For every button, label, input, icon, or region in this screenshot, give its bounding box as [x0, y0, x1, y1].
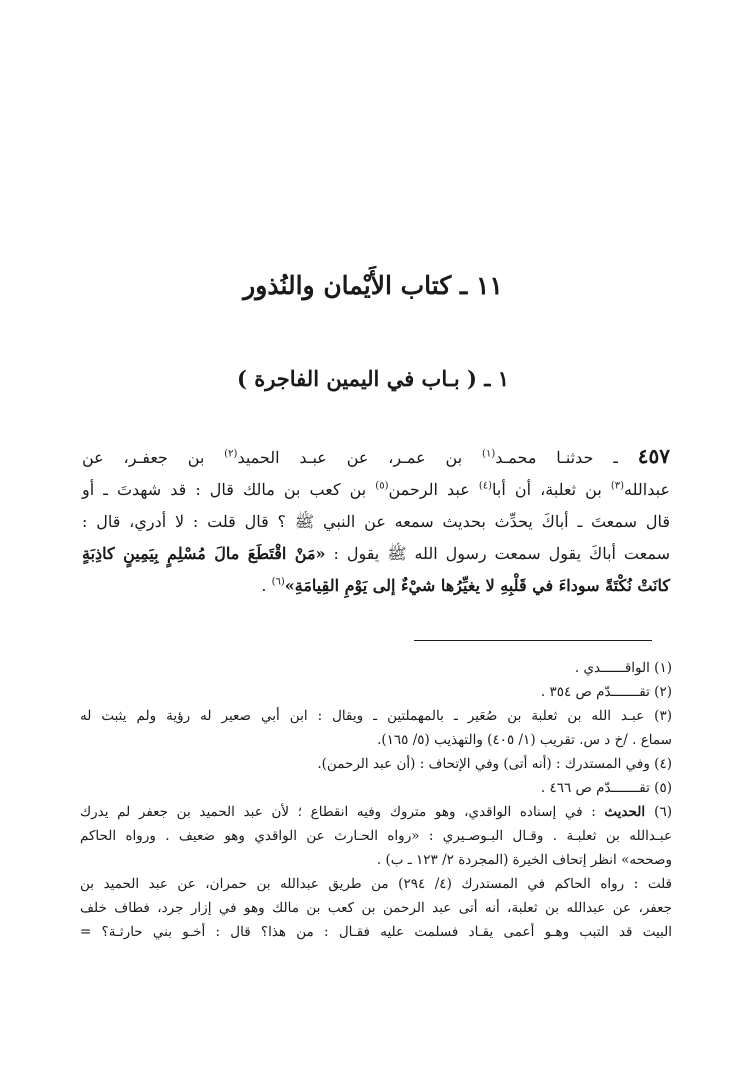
footnote-ref-4[interactable]: (٤)	[478, 480, 493, 492]
hadith-line-5: كانَتْ نُكْتَةً سوداءَ في قَلْبِهِ لا يغيِّرُها شيْءٌ إلى يَوْمِ القِيامَةِ»$^{(٦)}$ .	[261, 576, 670, 595]
footnote-1: (١) الواقــــــدي .	[574, 660, 672, 676]
hadith-text	[82, 440, 670, 602]
editor-note-line-3: البيت قد التبب وهـو أعمى يقـاد فسلمت عليه فقـال : من هذا؟ قال : أخـو بني حارثـة؟ =	[80, 924, 672, 940]
footnote-ref-2[interactable]: (٢)	[224, 448, 238, 460]
footnote-ref-1[interactable]: (١)	[482, 448, 496, 460]
footnote-6-label: الحديث	[604, 804, 655, 820]
footnote-4: (٤) وفي المستدرك : (أنه أتى) وفي الإتحاف : (أن عبد الرحمن).	[317, 756, 672, 772]
footnote-3-line-1: (٣) عبـد الله بن ثعلبة بن صُعَير ـ بالمهملتين ـ ويقال : ابن أبي صعير له رؤية ولم يثبت له	[80, 708, 672, 724]
footnote-ref-6[interactable]: (٦)	[271, 576, 285, 588]
editor-note-line-1: قلت : رواه الحاكم في المستدرك (٤/ ٢٩٤) من طريق عبدالله بن حمران، عن عبد الحميد بن	[80, 876, 672, 892]
section-title: ١ ـ ( بـاب في اليمين الفاجرة )	[236, 366, 510, 391]
footnote-6-line-1: (٦) الحديث : في إسناده الواقدي، وهو متروك وفيه انقطاع ؛ لأن عبد الحميد بن جعفر لم يدرك	[80, 804, 672, 820]
hadith-line-1: ٤٥٧ ـ حدثنـا محمـد$^{(١)}$ بن عمـر، عن عبـد الحميد$^{(٢)}$ بن جعفـر، عن	[82, 444, 671, 468]
footnote-divider	[414, 640, 652, 641]
hadith-line-4: سمعت أباكَ يقول سمعت رسول الله ﷺ يقول : «مَنْ اقْتَطَعَ مالَ مُسْلِمٍ بِيَمِينٍ كاذِبَةٍ	[82, 544, 671, 563]
footnote-6-line-3: وصححه» انظر إتحاف الخيرة (المجردة ٢/ ١٢٣ ـ ب) .	[376, 852, 672, 868]
hadith-line-3: قال سمعتَ ـ أباكَ يحدِّث بحديث سمعه عن النبي ﷺ ؟ قال قلت : لا أدري، قال :	[82, 512, 670, 531]
footnotes	[80, 656, 672, 944]
hadith-line-2: عبدالله$^{(٣)}$ بن ثعلبة، أن أبا$^{(٤)}$ عبد الرحمن$^{(٥)}$ بن كعب بن مالك قال : قد شهدتَ ـ أو	[82, 480, 671, 499]
prophetic-quote-start: «مَنْ اقْتَطَعَ مالَ مُسْلِمٍ بِيَمِينٍ كاذِبَةٍ	[82, 544, 326, 563]
footnote-5: (٥) تقـــــــدّم ص ٤٦٦ .	[540, 780, 672, 796]
footnote-ref-3[interactable]: (٣)	[610, 480, 625, 492]
hadith-number: ٤٥٧	[637, 444, 671, 468]
prophetic-quote-end: كانَتْ نُكْتَةً سوداءَ في قَلْبِهِ لا يغيِّرُها شيْءٌ إلى يَوْمِ القِيامَةِ»	[284, 576, 670, 595]
footnote-ref-5[interactable]: (٥)	[375, 480, 389, 492]
editor-note-line-2: جعفر، عن عبدالله بن ثعلبة، أنه أتى عبد الرحمن بن كعب بن مالك وهو في إزار جرد، فطاف خلف	[80, 900, 672, 916]
footnote-2: (٢) تقـــــــدّم ص ٣٥٤ .	[540, 684, 672, 700]
chapter-title: ١١ ـ كتاب الأَيْمان والنُذور	[243, 271, 503, 300]
footnote-3-line-2: سماع . /خ د س. تقريب (١/ ٤٠٥) والتهذيب (٥/ ١٦٥).	[377, 732, 672, 748]
footnote-6-line-2: عبـدالله بن ثعلبـة . وقـال البـوصـيري : «رواه الحـارث عن الواقدي وهو ضعيف . ورواه الحاكم	[80, 828, 672, 844]
